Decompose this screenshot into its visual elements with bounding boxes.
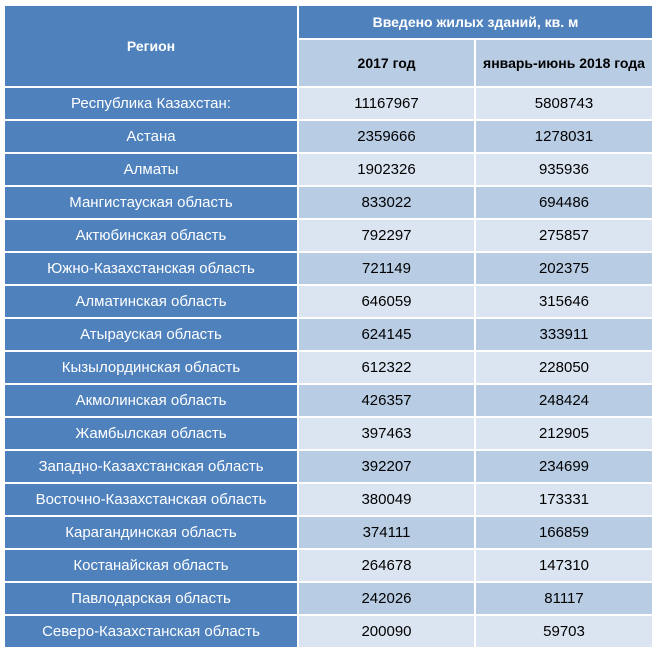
value-2018-cell: 147310 (475, 549, 653, 582)
value-2017-cell: 2359666 (298, 120, 475, 153)
col-2017-header: 2017 год (298, 39, 475, 87)
value-2017-cell: 11167967 (298, 87, 475, 120)
value-2018-cell: 166859 (475, 516, 653, 549)
value-2018-cell: 333911 (475, 318, 653, 351)
value-2018-cell: 5808743 (475, 87, 653, 120)
value-2017-cell: 242026 (298, 582, 475, 615)
table-row (4, 153, 653, 186)
value-2017-cell: 792297 (298, 219, 475, 252)
value-2018-cell: 315646 (475, 285, 653, 318)
table-row (4, 219, 653, 252)
region-cell: Западно-Казахстанская область (4, 450, 298, 483)
region-cell: Актюбинская область (4, 219, 298, 252)
table-row (4, 450, 653, 483)
value-2017-cell: 624145 (298, 318, 475, 351)
group-header: Введено жилых зданий, кв. м (298, 5, 653, 39)
value-2018-cell: 173331 (475, 483, 653, 516)
region-cell: Акмолинская область (4, 384, 298, 417)
region-cell: Алматинская область (4, 285, 298, 318)
region-cell: Южно-Казахстанская область (4, 252, 298, 285)
value-2018-cell: 234699 (475, 450, 653, 483)
table-row (4, 615, 653, 648)
value-2017-cell: 426357 (298, 384, 475, 417)
region-cell: Карагандинская область (4, 516, 298, 549)
region-cell: Кызылординская область (4, 351, 298, 384)
region-cell: Павлодарская область (4, 582, 298, 615)
table-row (4, 582, 653, 615)
region-cell: Алматы (4, 153, 298, 186)
value-2018-cell: 1278031 (475, 120, 653, 153)
value-2018-cell: 202375 (475, 252, 653, 285)
value-2017-cell: 397463 (298, 417, 475, 450)
value-2018-cell: 275857 (475, 219, 653, 252)
region-cell: Атырауская область (4, 318, 298, 351)
region-cell: Костанайская область (4, 549, 298, 582)
value-2017-cell: 374111 (298, 516, 475, 549)
value-2018-cell: 228050 (475, 351, 653, 384)
table-row (4, 252, 653, 285)
table-row (4, 384, 653, 417)
table-row (4, 120, 653, 153)
value-2018-cell: 248424 (475, 384, 653, 417)
region-cell: Республика Казахстан: (4, 87, 298, 120)
table-row (4, 318, 653, 351)
region-cell: Астана (4, 120, 298, 153)
value-2018-cell: 935936 (475, 153, 653, 186)
value-2018-cell: 694486 (475, 186, 653, 219)
table-row (4, 516, 653, 549)
col-2018-header: январь-июнь 2018 года (475, 39, 653, 87)
table-row (4, 285, 653, 318)
table-body (4, 87, 653, 648)
table-row (4, 483, 653, 516)
value-2017-cell: 200090 (298, 615, 475, 648)
value-2017-cell: 721149 (298, 252, 475, 285)
value-2018-cell: 59703 (475, 615, 653, 648)
table-row (4, 549, 653, 582)
value-2017-cell: 612322 (298, 351, 475, 384)
value-2017-cell: 264678 (298, 549, 475, 582)
region-cell: Восточно-Казахстанская область (4, 483, 298, 516)
table-row (4, 417, 653, 450)
value-2018-cell: 212905 (475, 417, 653, 450)
value-2017-cell: 833022 (298, 186, 475, 219)
value-2017-cell: 646059 (298, 285, 475, 318)
region-cell: Северо-Казахстанская область (4, 615, 298, 648)
table-row (4, 87, 653, 120)
region-cell: Жамбылская область (4, 417, 298, 450)
table-row (4, 351, 653, 384)
value-2017-cell: 380049 (298, 483, 475, 516)
table-row (4, 186, 653, 219)
value-2018-cell: 81117 (475, 582, 653, 615)
value-2017-cell: 1902326 (298, 153, 475, 186)
region-header: Регион (4, 5, 298, 87)
region-cell: Мангистауская область (4, 186, 298, 219)
value-2017-cell: 392207 (298, 450, 475, 483)
housing-table (3, 4, 654, 649)
